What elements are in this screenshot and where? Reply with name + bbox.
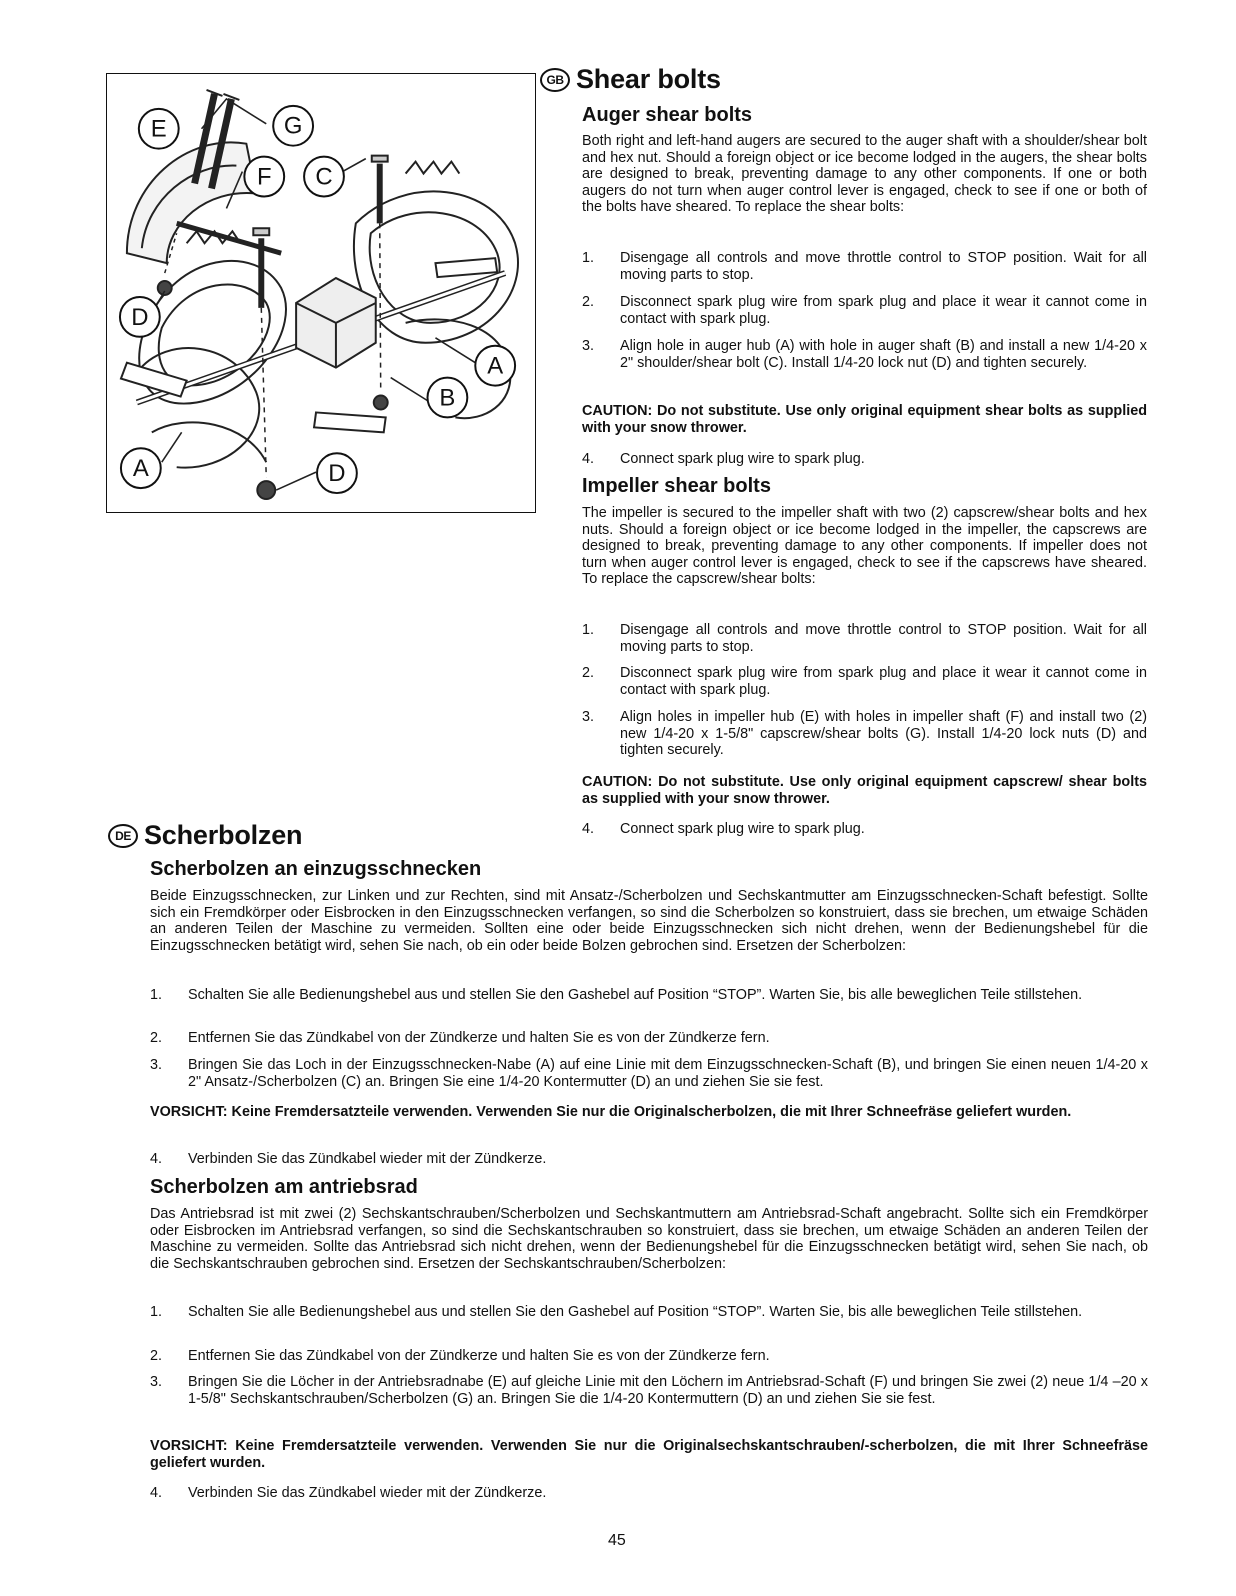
de-auger-step-2: 2. Entfernen Sie das Zündkabel von der Zündkerze und halten Sie es von der Zündkerze fern.	[150, 1030, 770, 1046]
de-auger-caution: VORSICHT: Keine Fremdersatzteile verwenden. Verwenden Sie nur die Originalscherbolzen, die mit Ihrer Schneefräse geliefert wurden.	[150, 1104, 1072, 1120]
svg-text:G: G	[283, 112, 303, 140]
de-impeller-heading: Scherbolzen am antriebsrad	[150, 1176, 418, 1198]
de-auger-step-4: 4. Verbinden Sie das Zündkabel wieder mit der Zündkerze.	[150, 1151, 547, 1167]
svg-text:A: A	[487, 352, 504, 380]
de-impeller-caution: VORSICHT: Keine Fremdersatzteile verwenden. Verwenden Sie nur die Originalsechskantschrauben/-scherbolzen, die mit Ihrer Schneefräse geliefert wurden.	[150, 1438, 1148, 1471]
gb-auger-step-2: 2. Disconnect spark plug wire from spark plug and place it wear it cannot come in contact with spark plug.	[582, 294, 1147, 327]
gb-impeller-step-4: 4. Connect spark plug wire to spark plug.	[582, 821, 865, 837]
svg-text:F: F	[256, 163, 272, 191]
de-auger-heading: Scherbolzen an einzugsschnecken	[150, 858, 482, 880]
de-language-badge: DE	[108, 824, 138, 848]
callout-f	[244, 157, 284, 197]
callout-b	[428, 378, 468, 418]
gb-auger-heading: Auger shear bolts	[582, 104, 753, 126]
gb-auger-step-3: 3. Align hole in auger hub (A) with hole in auger shaft (B) and install a new 1/4-20 x 2" shoulder/shear bolt (C). Install 1/4-20 lock nut (D) and tighten securely.	[582, 338, 1147, 371]
callout-d-bottom	[317, 453, 357, 493]
gb-impeller-heading: Impeller shear bolts	[582, 475, 771, 497]
svg-text:C: C	[315, 163, 333, 191]
gb-auger-step-1: 1. Disengage all controls and move throttle control to STOP position. Wait for all moving parts to stop.	[582, 250, 1147, 283]
de-auger-intro: Beide Einzugsschnecken, zur Linken und zur Rechten, sind mit Ansatz-/Scherbolzen und Sechskantmutter am Einzugsschnecken-Schaft befestigt. Sollte sich ein Fremdkörper oder Eisbrocken in den Einzugsschnecken verfangen, so sind die Scherbolzen so konstruiert, dass sie brechen, um etwaige Schäden an anderen Teilen der Maschine zu vermeiden. Sollten eine oder beide Einzugsschnecken sich nicht drehen, wenn der Bedienungshebel für die Einzugsschnecken betätigt wird, sehen Sie nach, ob ein oder beide Bolzen gebrochen sind. Ersetzen der Scherbolzen:	[150, 888, 1148, 954]
callout-a-left	[121, 448, 161, 488]
gb-auger-step-4: 4. Connect spark plug wire to spark plug.	[582, 451, 865, 467]
gb-auger-intro: Both right and left-hand augers are secured to the auger shaft with a shoulder/shear bolt and hex nut. Should a foreign object or ice become lodged in the augers, the shear bolts are designed to break, preventing damage to any other components. If one or both augers do not turn when auger control lever is engaged, check to see if one or both of the bolts have sheared. To replace the shear bolts:	[582, 133, 1147, 216]
callout-a-right	[475, 346, 515, 386]
gb-section-title	[540, 64, 721, 95]
gb-impeller-caution: CAUTION: Do not substitute. Use only original equipment capscrew/ shear bolts as supplied with your snow thrower.	[582, 774, 1147, 807]
callout-d-left	[120, 297, 160, 337]
auger-assembly-illustration	[107, 74, 535, 512]
de-impeller-step-1: 1. Schalten Sie alle Bedienungshebel aus und stellen Sie den Gashebel auf Position “STOP”. Warten Sie, bis alle beweglichen Teile stillstehen.	[150, 1304, 1083, 1320]
callout-g	[273, 106, 313, 146]
de-section-title	[108, 820, 302, 851]
svg-text:E: E	[150, 115, 167, 143]
de-auger-step-3: 3. Bringen Sie das Loch in der Einzugsschnecken-Nabe (A) auf eine Linie mit dem Einzugsschnecken-Schaft (B), und bringen Sie einen neuen 1/4-20 x 2" Ansatz-/Scherbolzen (C) an. Bringen Sie eine 1/4-20 Kontermutter (D) an und ziehen Sie sie fest.	[150, 1057, 1148, 1090]
gb-language-badge: GB	[540, 68, 570, 92]
shear-bolt-diagram	[106, 73, 536, 513]
de-title-text: Scherbolzen	[144, 820, 303, 850]
page-number: 45	[608, 1532, 626, 1549]
gb-auger-caution: CAUTION: Do not substitute. Use only original equipment shear bolts as supplied with your snow thrower.	[582, 403, 1147, 436]
svg-text:B: B	[439, 384, 456, 412]
gb-impeller-intro: The impeller is secured to the impeller shaft with two (2) capscrew/shear bolts and hex nuts. Should a foreign object or ice become lodged in the impeller, the capscrews are designed to break, preventing damage to any other components. If impeller does not turn when auger control lever is engaged, check to see if the capscrews have sheared. To replace the capscrew/shear bolts:	[582, 505, 1147, 588]
de-auger-step-1: 1. Schalten Sie alle Bedienungshebel aus und stellen Sie den Gashebel auf Position “STOP”. Warten Sie, bis alle beweglichen Teile stillstehen.	[150, 987, 1083, 1003]
gb-impeller-step-3: 3. Align holes in impeller hub (E) with holes in impeller shaft (F) and install two (2) new 1/4-20 x 1-5/8" capscrew/shear bolts (G). Install 1/4-20 lock nuts (D) and tighten securely.	[582, 709, 1147, 759]
callout-c	[304, 157, 344, 197]
gb-impeller-step-2: 2. Disconnect spark plug wire from spark plug and place it wear it cannot come in contact with spark plug.	[582, 665, 1147, 698]
svg-text:D: D	[131, 303, 149, 331]
gb-impeller-step-1: 1. Disengage all controls and move throttle control to STOP position. Wait for all moving parts to stop.	[582, 622, 1147, 655]
de-impeller-intro: Das Antriebsrad ist mit zwei (2) Sechskantschrauben/Scherbolzen und Sechskantmuttern am Antriebsrad-Schaft angebracht. Sollte sich ein Fremdkörper oder Eisbrocken im Antriebsrad verfangen, so sind die Sechskantschrauben so konstruiert, dass sie brechen, um etwaige Schäden an anderen Teilen der Maschine zu vermeiden. Sollte das Antriebsrad sich nicht drehen, wenn der Bedienungshebel für die Einzugsschnecken betätigt wird, sehen Sie nach, ob die Sechskantschrauben gebrochen sind. Ersetzen der Sechskantschrauben/Scherbolzen:	[150, 1206, 1148, 1272]
svg-text:A: A	[132, 455, 149, 483]
de-impeller-step-4: 4. Verbinden Sie das Zündkabel wieder mit der Zündkerze.	[150, 1485, 547, 1501]
de-impeller-step-2: 2. Entfernen Sie das Zündkabel von der Zündkerze und halten Sie es von der Zündkerze fern.	[150, 1348, 770, 1364]
de-impeller-step-3: 3. Bringen Sie die Löcher in der Antriebsradnabe (E) auf gleiche Linie mit den Löchern im Antriebsrad-Schaft (F) und bringen Sie zwei (2) neue 1/4 –20 x 1-5/8" Sechskantschrauben/Scherbolzen (G) an. Bringen Sie die 1/4-20 Kontermuttern (D) an und ziehen Sie sie fest.	[150, 1374, 1148, 1407]
gb-title-text: Shear bolts	[576, 64, 721, 94]
svg-text:D: D	[328, 460, 346, 488]
callout-e	[139, 109, 179, 149]
